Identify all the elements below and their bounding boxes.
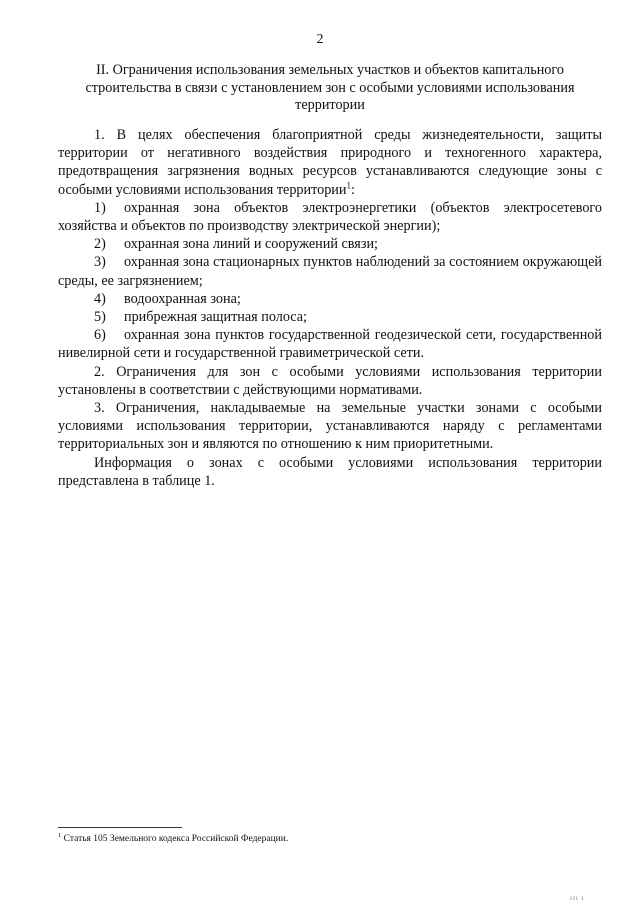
- list-item-number: 3): [94, 254, 106, 271]
- list-item-number: 2): [94, 236, 106, 253]
- paragraph-2: 2. Ограничения для зон с особыми условиями использования территории установлены в соответствии с действующими нормативами.: [58, 363, 602, 398]
- paragraph-1-text: 1. В целях обеспечения благоприятной среды жизнедеятельности, защиты территории от негативного воздействия природного и техногенного характера, предотвращения загрязнения водных ресурсов устанавливаются следующие зоны с особыми условиями использования территории: [58, 127, 602, 198]
- paragraph-3: 3. Ограничения, накладываемые на земельные участки зонами с особыми условиями использования территории, устанавливаются наряду с регламентами территориальных зон и являются по отношению к ним приоритетными.: [58, 400, 602, 453]
- list-item: [58, 308, 602, 326]
- list-item-text: охранная зона стационарных пунктов наблюдений за состоянием окружающей среды, ее загрязнением;: [58, 254, 602, 289]
- list-item-number: 4): [94, 290, 106, 307]
- list-item-number: 1): [94, 199, 106, 216]
- list-item: [58, 199, 602, 235]
- footnote: [58, 833, 598, 845]
- list-item-number: 5): [94, 309, 106, 326]
- footnote-text: Статья 105 Земельного кодекса Российской Федерации.: [61, 834, 289, 844]
- document-body: [58, 126, 602, 490]
- list-item-text: охранная зона объектов электроэнергетики (объектов электросетевого хозяйства и объектов по производству электрической энергии);: [58, 199, 602, 235]
- paragraph-4: Информация о зонах с особыми условиями использования территории представлена в таблице 1.: [58, 454, 602, 489]
- list-item: [58, 326, 602, 362]
- list-item-text: охранная зона пунктов государственной геодезической сети, государственной нивелирной сети и государственной гравиметрической сети.: [58, 327, 602, 362]
- list-item-number: 6): [94, 327, 106, 344]
- list-item-text: охранная зона линий и сооружений связи;: [124, 236, 378, 253]
- footnote-marker: 1: [58, 831, 62, 839]
- list-item-text: прибрежная защитная полоса;: [124, 309, 307, 326]
- list-item: [58, 290, 602, 308]
- page-number: 2: [316, 32, 324, 47]
- list-item: [58, 235, 602, 253]
- paragraph-1: [58, 126, 602, 199]
- section-heading: II. Ограничения использования земельных участков и объектов капитального строительства в связи с установлением зон с особыми условиями использования территории: [85, 62, 575, 113]
- scan-marks: ııı ı: [570, 894, 585, 902]
- paragraph-1-tail: :: [351, 181, 355, 198]
- footnote-reference: 1: [346, 179, 351, 190]
- list-item: [58, 253, 602, 289]
- list-item-text: водоохранная зона;: [124, 290, 241, 307]
- footnote-separator: [58, 827, 182, 828]
